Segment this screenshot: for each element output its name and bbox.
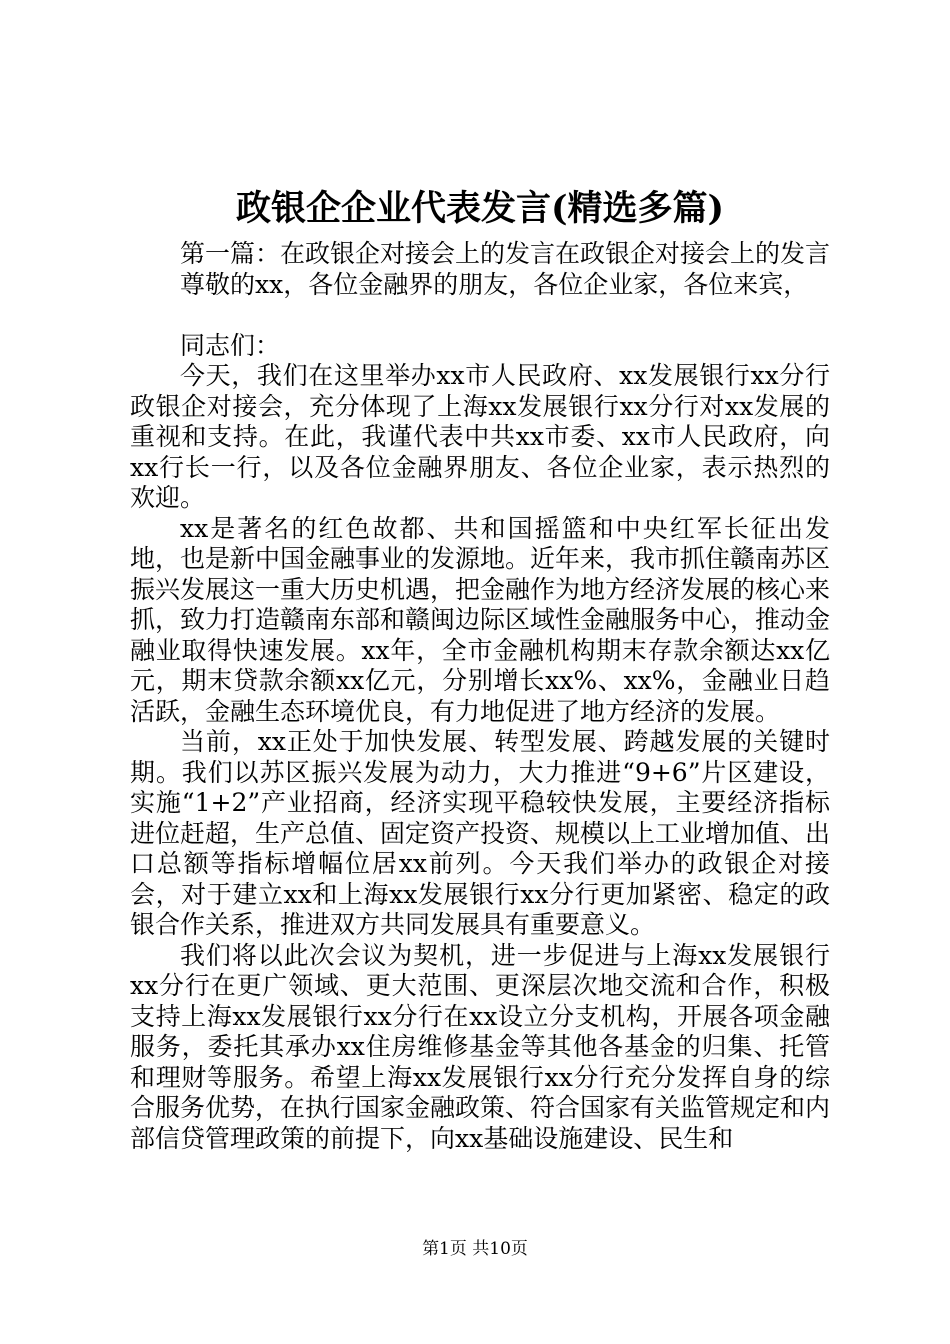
document-body [130, 239, 830, 1154]
document-page [130, 0, 830, 1344]
paragraph-current-situation: 当前，xx正处于加快发展、转型发展、跨越发展的关键时期。我们以苏区振兴发展为动力，大力推进“9+6”片区建设，实施“1+2”产业招商，经济实现平稳较快发展，主要经济指标进位赶超，生产总值、固定资产投资、规模以上工业增加值、出口总额等指标增幅位居xx前列。今天我们举办的政银企对接会，对于建立xx和上海xx发展银行xx分行更加紧密、稳定的政银合作关系，推进双方共同发展具有重要意义。 [130, 727, 831, 939]
paragraph-greeting: 同志们： [180, 330, 281, 360]
page-footer: 第1页 共10页 [422, 1239, 528, 1259]
paragraph-salutation: 尊敬的xx，各位金融界的朋友，各位企业家，各位来宾， [180, 269, 809, 299]
paragraph-welcome: 今天，我们在这里举办xx市人民政府、xx发展银行xx分行政银企对接会，充分体现了上海xx发展银行xx分行对xx发展的重视和支持。在此，我谨代表中共xx市委、xx市人民政府，向xx行长一行，以及各位金融界朋友、各位企业家，表示热烈的欢迎。 [130, 361, 830, 512]
paragraph-city-intro: xx是著名的红色故都、共和国摇篮和中央红军长征出发地，也是新中国金融事业的发源地。近年来，我市抓住赣南苏区振兴发展这一重大历史机遇，把金融作为地方经济发展的核心来抓，致力打造赣南东部和赣闽边际区域性金融服务中心，推动金融业取得快速发展。xx年，全市金融机构期末存款余额达xx亿元，期末贷款余额xx亿元，分别增长xx%、xx%，金融业日趋活跃，金融生态环境优良，有力地促进了地方经济的发展。 [130, 513, 831, 726]
paragraph-heading: 第一篇：在政银企对接会上的发言在政银企对接会上的发言 [180, 239, 831, 268]
document-title: 政银企企业代表发言(精选多篇) [235, 188, 725, 229]
paragraph-cooperation: 我们将以此次会议为契机，进一步促进与上海xx发展银行xx分行在更广领域、更大范围、更深层次地交流和合作，积极支持上海xx发展银行xx分行在xx设立分支机构，开展各项金融服务，委托其承办xx住房维修基金等其他各基金的归集、托管和理财等服务。希望上海xx发展银行xx分行充分发挥自身的综合服务优势，在执行国家金融政策、符合国家有关监管规定和内部信贷管理政策的前提下，向xx基础设施建设、民生和 [130, 940, 831, 1153]
